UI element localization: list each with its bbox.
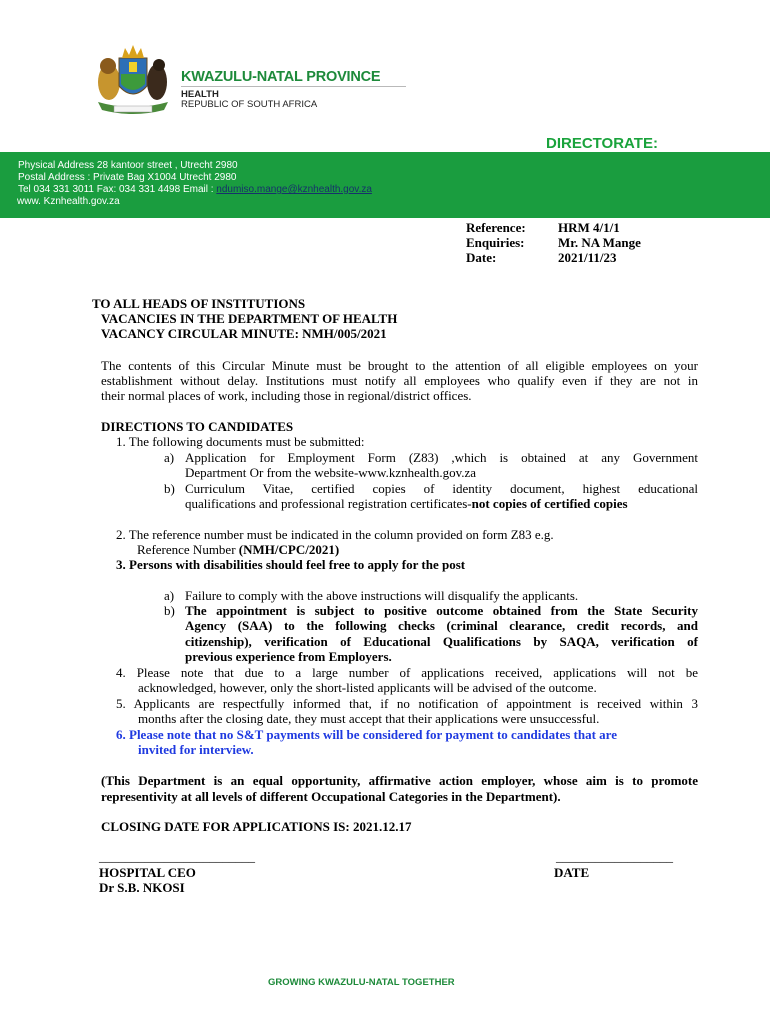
postal-address: Postal Address : Private Bag X1004 Utrecht 2980 [18,172,237,183]
enquiries-label: Enquiries: [466,235,525,250]
equal-opportunity-line-2: representivity at all levels of different Occupational Categories in the Department). [101,789,561,804]
direction-item-6-line-1: 6. Please note that no S&T payments will be considered for payment to candidates that are [116,727,617,742]
website-line: www. Kznhealth.gov.za [17,196,120,207]
intro-line-1: The contents of this Circular Minute must be brought to the attention of all eligible employees on your [101,358,698,373]
item2-reference-line [137,542,339,558]
item3-a-marker: a) [164,588,175,603]
item1-a-line-1: Application for Employment Form (Z83) ,which is obtained at any Government [185,450,698,465]
closing-date: CLOSING DATE FOR APPLICATIONS IS: 2021.12.17 [101,819,412,834]
country-name: REPUBLIC OF SOUTH AFRICA [181,99,318,110]
direction-item-4-line-1: 4. Please note that due to a large number of applications received, applications will not be [116,665,698,680]
reference-value: HRM 4/1/1 [558,220,620,235]
item2-ref-prefix: Reference Number [137,542,239,557]
direction-item-4-line-2: acknowledged, however, only the short-listed applicants will be advised of the outcome. [138,680,597,695]
heading-line-2: VACANCIES IN THE DEPARTMENT OF HEALTH [101,311,398,326]
item1-b-line-1: Curriculum Vitae, certified copies of identity document, highest educational [185,481,698,496]
reference-label: Reference: [466,220,526,235]
intro-line-2: establishment without delay. Institutions must notify all employees who qualify even if they are not in [101,373,698,388]
item1-a-marker: a) [164,450,175,465]
item3-a-text: Failure to comply with the above instructions will disqualify the applicants. [185,588,579,603]
signature-date-label: DATE [554,865,590,880]
footer-slogan: GROWING KWAZULU-NATAL TOGETHER [268,977,455,988]
contact-prefix: Tel 034 331 3011 Fax: 034 331 4498 Email : [18,184,217,195]
directions-title: DIRECTIONS TO CANDIDATES [101,419,294,434]
signatory-name: Dr S.B. NKOSI [99,880,185,895]
item3-b-line-1: The appointment is subject to positive outcome obtained from the State Security [185,603,698,618]
contact-line [18,184,372,195]
item1-b-marker: b) [164,481,175,496]
item3-b-line-4: previous experience from Employers. [185,649,392,664]
signature-line-left: ________________________ [99,849,255,864]
direction-item-6-line-2: invited for interview. [138,742,254,757]
physical-address: Physical Address 28 kantoor street , Utrecht 2980 [18,160,238,171]
item1-b-line-2 [185,496,628,512]
department-name: HEALTH [181,89,219,100]
signature-line-right: __________________ [556,849,673,864]
address-band [0,152,770,218]
direction-item-5-line-2: months after the closing date, they must accept that their applications were unsuccessful. [138,711,600,726]
item1-a-line-2: Department Or from the website-www.kznhealth.gov.za [185,465,477,480]
item1-b-line-2-text: qualifications and professional registration certificates- [185,496,472,511]
intro-line-3: their normal places of work, including those in regional/district offices. [101,388,472,403]
item3-b-line-3: citizenship), verification of Educational Qualifications by SAQA, verification of [185,634,698,649]
item1-b-bold: not copies of certified copies [471,496,628,511]
enquiries-value: Mr. NA Mange [558,235,641,250]
email-link[interactable]: ndumiso.mange@kznhealth.gov.za [216,184,372,195]
date-value: 2021/11/23 [558,250,617,265]
item3-b-line-2: Agency (SAA) to the following checks (criminal clearance, credit records, and [185,618,698,633]
province-name: KWAZULU-NATAL PROVINCE [181,69,381,85]
date-label: Date: [466,250,497,265]
item2-ref-bold: (NMH/CPC/2021) [238,542,340,557]
direction-item-2: 2. The reference number must be indicated in the column provided on form Z83 e.g. [116,527,554,542]
equal-opportunity-line-1: (This Department is an equal opportunity, affirmative action employer, whose aim is to promote [101,773,698,788]
direction-item-5-line-1: 5. Applicants are respectfully informed that, if no notification of appointment is received within 3 [116,696,698,711]
direction-item-3: 3. Persons with disabilities should feel free to apply for the post [116,557,466,572]
heading-line-1: TO ALL HEADS OF INSTITUTIONS [92,296,306,311]
signatory-title: HOSPITAL CEO [99,865,196,880]
heading-line-3: VACANCY CIRCULAR MINUTE: NMH/005/2021 [101,326,387,341]
direction-item-1: 1. The following documents must be submitted: [116,434,365,449]
directorate-label: DIRECTORATE: [546,135,658,152]
item3-b-marker: b) [164,603,175,618]
kzn-coat-of-arms-logo [92,40,174,120]
header-divider [181,86,406,87]
